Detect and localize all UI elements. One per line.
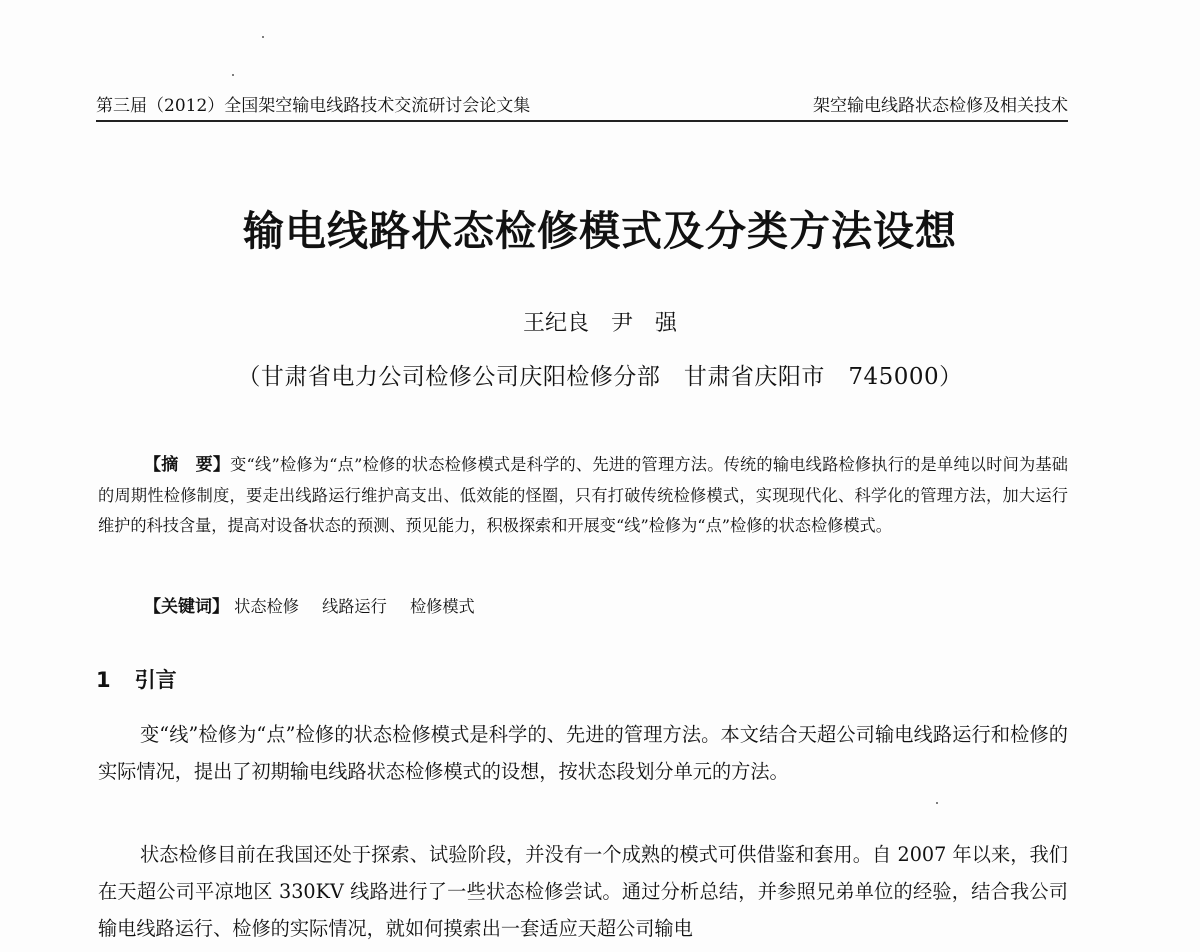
keywords-label: 【关键词】 xyxy=(144,597,229,617)
author-affiliation: （甘肃省电力公司检修公司庆阳检修分部 甘肃省庆阳市 745000） xyxy=(237,364,963,390)
section-number: 1 xyxy=(96,668,111,692)
scan-speck xyxy=(232,74,234,76)
keywords xyxy=(144,592,493,622)
keyword-item: 线路运行 xyxy=(322,597,387,616)
header-section-title: 架空输电线路状态检修及相关技术 xyxy=(813,96,1068,116)
running-header xyxy=(96,92,1068,122)
section-title: 引言 xyxy=(134,668,177,692)
body-paragraph: 变“线”检修为“点”检修的状态检修模式是科学的、先进的管理方法。本文结合天超公司输电线路运行和检修的实际情况，提出了初期输电线路状态检修模式的设想，按状态段划分单元的方法。 xyxy=(98,723,1068,783)
abstract-text: 变“线”检修为“点”检修的状态检修模式是科学的、先进的管理方法。传统的输电线路检修执行的是单纯以时间为基础的周期性检修制度，要走出线路运行维护高支出、低效能的怪圈，只有打破传统检修模式，实现现代化、科学化的管理方法，加大运行维护的科技含量，提高对设备状态的预测、预见能力，积极探索和开展变“线”检修为“点”检修的状态检修模式。 xyxy=(98,455,1068,535)
abstract xyxy=(98,450,1068,542)
keyword-item: 检修模式 xyxy=(409,597,475,616)
paper-authors: 王纪良 尹 强 xyxy=(522,311,677,336)
header-proceedings-title: 第三届（2012）全国架空输电线路技术交流研讨会论文集 xyxy=(96,96,531,116)
body-paragraph: 状态检修目前在我国还处于探索、试验阶段，并没有一个成熟的模式可供借鉴和套用。自 2007 年以来，我们在天超公司平凉地区 330KV 线路进行了一些状态检修尝试。通过分析总结，并参照兄弟单位的经验，结合我公司输电线路运行、检修的实际情况，就如何摸索出一套适应天超公司输电 xyxy=(98,843,1068,940)
abstract-label: 【摘 要】 xyxy=(144,455,231,475)
section-heading xyxy=(96,664,177,694)
keyword-item: 状态检修 xyxy=(234,597,299,616)
paper-title: 输电线路状态检修模式及分类方法设想 xyxy=(243,207,957,255)
scan-speck xyxy=(262,36,264,38)
scan-speck xyxy=(936,802,938,804)
